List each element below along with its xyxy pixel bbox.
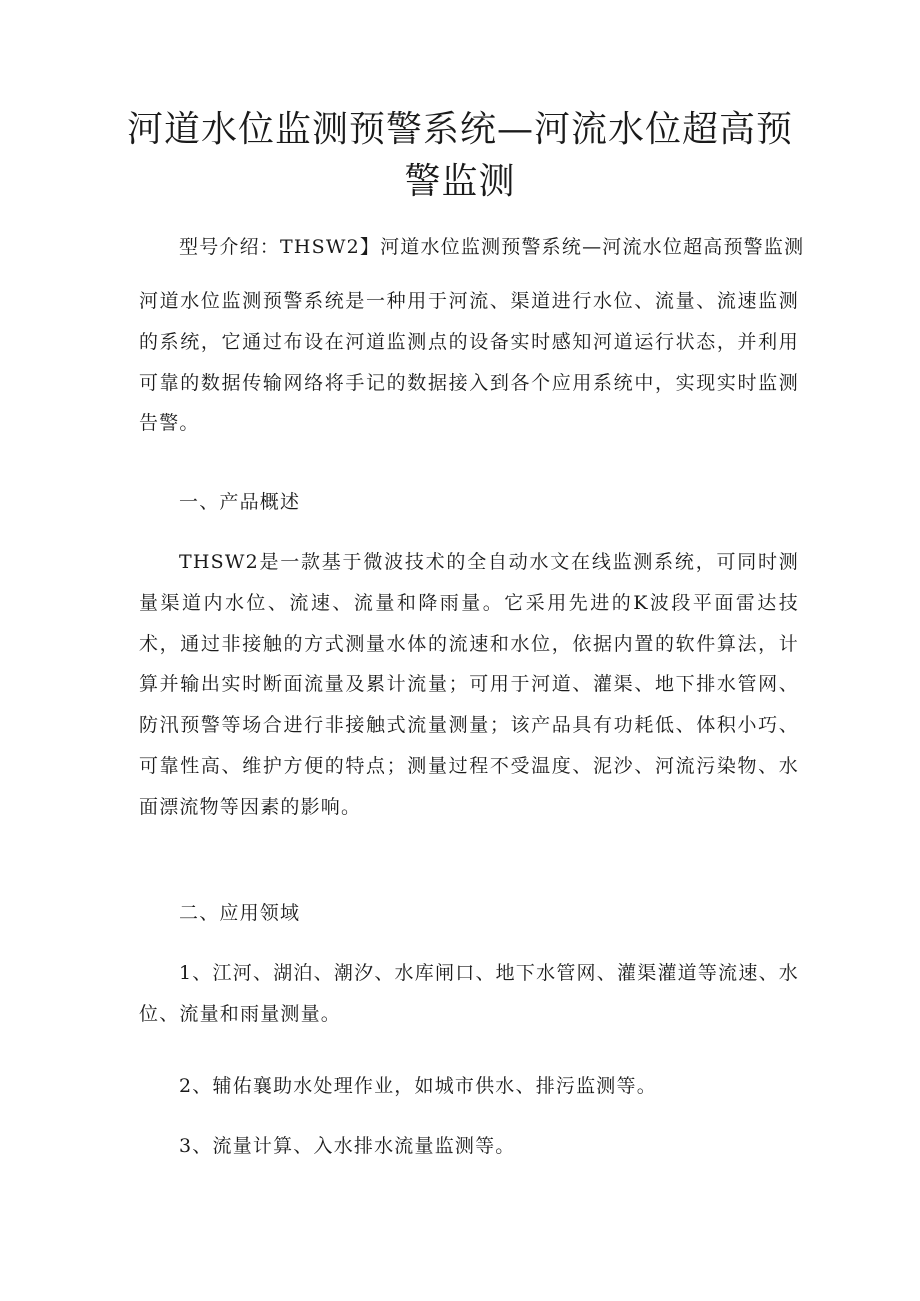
- application-item-1: 1、江河、湖泊、潮汐、水库闸口、地下水管网、灌渠灌道等流速、水位、流量和雨量测量。: [139, 962, 799, 1025]
- section1-heading: 一、产品概述: [179, 491, 301, 513]
- document-title: 河道水位监测预警系统—河流水位超高预警监测: [126, 109, 793, 202]
- intro-paragraph: 河道水位监测预警系统是一种用于河流、渠道进行水位、流量、流速监测的系统，它通过布设在河道监测点的设备实时感知河道运行状态，并利用可靠的数据传输网络将手记的数据接入到各个应用系统中，实现实时监测告警。: [139, 290, 799, 435]
- section1-body: THSW2是一款基于微波技术的全自动水文在线监测系统，可同时测量渠道内水位、流速、流量和降雨量。它采用先进的K波段平面雷达技术，通过非接触的方式测量水体的流速和水位，依据内置的软件算法，计算并输出实时断面流量及累计流量；可用于河道、灌渠、地下排水管网、防汛预警等场合进行非接触式流量测量；该产品具有功耗低、体积小巧、可靠性高、维护方便的特点；测量过程不受温度、泥沙、河流污染物、水面漂流物等因素的影响。: [139, 551, 799, 818]
- model-intro: 型号介绍：THSW2】河道水位监测预警系统—河流水位超高预警监测: [179, 236, 805, 258]
- section2-heading: 二、应用领域: [179, 902, 301, 924]
- application-item-2: 2、辅佑襄助水处理作业，如城市供水、排污监测等。: [179, 1075, 657, 1097]
- application-item-3: 3、流量计算、入水排水流量监测等。: [179, 1135, 516, 1157]
